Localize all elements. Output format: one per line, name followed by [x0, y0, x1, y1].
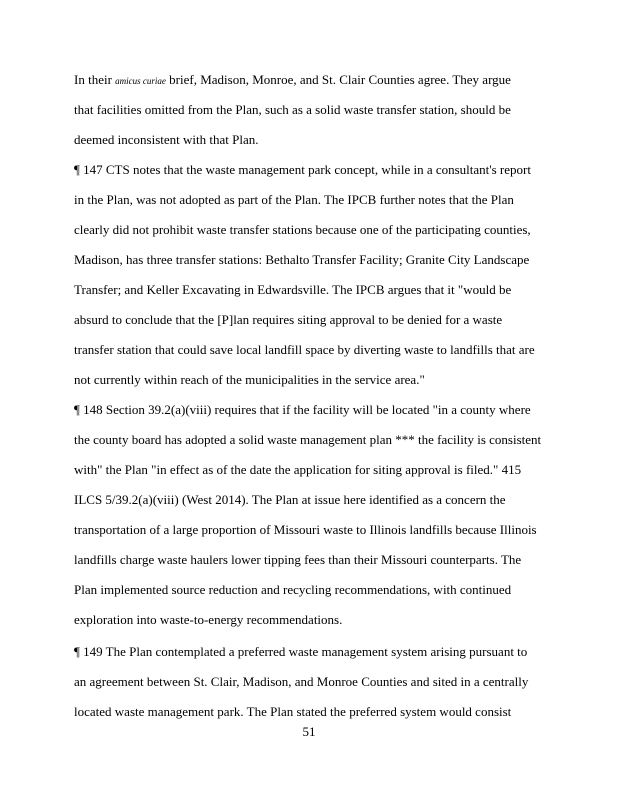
- line-1-post: brief, Madison, Monroe, and St. Clair Counties agree. They argue: [165, 72, 511, 87]
- paragraph-147-line-1: ¶ 147 CTS notes that the waste management park concept, while in a consultant's report: [74, 162, 531, 177]
- text-line-21: an agreement between St. Clair, Madison, and Monroe Counties and sited in a centrally: [74, 674, 529, 689]
- text-line-22: located waste management park. The Plan stated the preferred system would consist: [74, 704, 512, 719]
- paragraph-148-line-1: ¶ 148 Section 39.2(a)(viii) requires that if the facility will be located "in a county where: [74, 402, 531, 417]
- text-line-14: with" the Plan "in effect as of the date the application for siting approval is filed." 415: [74, 462, 522, 477]
- amicus-curiae-italic: amicus curiae: [115, 76, 166, 86]
- text-line-7: Madison, has three transfer stations: Bethalto Transfer Facility; Granite City Landscape: [74, 252, 530, 267]
- text-line-9: absurd to conclude that the [P]lan requires siting approval to be denied for a waste: [74, 312, 503, 327]
- text-line-11: not currently within reach of the municipalities in the service area.": [74, 372, 425, 387]
- text-line-17: landfills charge waste haulers lower tipping fees than their Missouri counterparts. The: [74, 552, 522, 567]
- page-number: 51: [302, 724, 316, 739]
- text-line-19: exploration into waste-to-energy recommendations.: [74, 612, 343, 627]
- line-1-pre: In their: [74, 72, 116, 87]
- text-line-13: the county board has adopted a solid waste management plan *** the facility is consistent: [74, 432, 542, 447]
- text-line-15: ILCS 5/39.2(a)(viii) (West 2014). The Plan at issue here identified as a concern the: [74, 492, 506, 507]
- paragraph-149-line-1: ¶ 149 The Plan contemplated a preferred waste management system arising pursuant to: [74, 644, 528, 659]
- text-line-10: transfer station that could save local landfill space by diverting waste to landfills that are: [74, 342, 535, 357]
- text-line-5: in the Plan, was not adopted as part of the Plan. The IPCB further notes that the Plan: [74, 192, 514, 207]
- text-line-2: that facilities omitted from the Plan, such as a solid waste transfer station, should be: [74, 102, 511, 117]
- text-line-8: Transfer; and Keller Excavating in Edwardsville. The IPCB argues that it "would be: [74, 282, 512, 297]
- text-line-16: transportation of a large proportion of Missouri waste to Illinois landfills because Illinois: [74, 522, 537, 537]
- text-line-3: deemed inconsistent with that Plan.: [74, 132, 259, 147]
- text-line-18: Plan implemented source reduction and recycling recommendations, with continued: [74, 582, 512, 597]
- text-line-1: [74, 72, 614, 89]
- text-line-6: clearly did not prohibit waste transfer stations because one of the participating counties,: [74, 222, 531, 237]
